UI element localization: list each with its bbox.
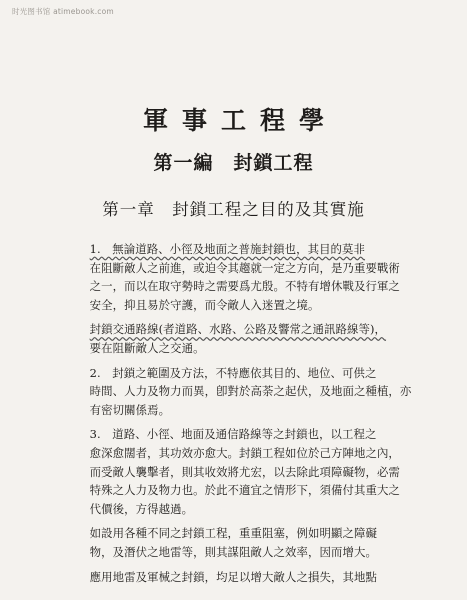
- text-line: 之一，而以在取守勢時之需要爲尤殷。不特有增休戰及行軍之: [89, 279, 400, 294]
- text-line: 愈深愈闊者，其功效亦愈大。封鎖工程如位於己方陣地之內，: [89, 445, 400, 460]
- paragraph-6: [76, 568, 424, 587]
- paragraph-1: [76, 240, 424, 314]
- text-line: 2. 封鎖之範圍及方法，不特應依其目的、地位、可供之: [89, 365, 377, 380]
- part-heading: 第一編 封鎖工程: [153, 152, 314, 174]
- text-line: 3. 道路、小徑、地面及通信路線等之封鎖也，以工程之: [89, 427, 377, 442]
- body-text: [76, 240, 424, 592]
- text-line: 時間、人力及物力而異，卽對於高荼之起伏，及地面之種植，亦: [89, 384, 412, 399]
- text-line: 特殊之人力及物力也。於此不適宜之情形下，須備付其重大之: [89, 483, 400, 498]
- text-line: 在阻斷敵人之前進，或迫令其趨就一定之方向，是乃重要戰術: [89, 260, 400, 275]
- paragraph-4: [76, 425, 424, 518]
- text-line: 物，及潛伏之地雷等，則其謀阻敵人之效率，因而增大。: [89, 544, 377, 559]
- paragraph-5: [76, 524, 424, 561]
- paragraph-3: [76, 364, 424, 420]
- chapter-heading: 第一章 封鎖工程之目的及其實施: [102, 200, 365, 219]
- text-line: 如設用各種不同之封鎖工程，重重阻塞，例如明顯之障礙: [89, 526, 377, 541]
- paragraph-2: [76, 320, 424, 357]
- text-line: 應用地雷及軍械之封鎖，均足以增大敵人之損失，其地點: [89, 569, 377, 584]
- text-line: 要在阻斷敵人之交通。: [89, 340, 205, 355]
- book-title: 軍事工程學: [142, 106, 338, 135]
- text-line: 安全，抑且易於守護，而令敵人入迷置之境。: [89, 297, 320, 312]
- text-line: 而受敵人襲擊者，則其收效將尤宏，以去除此項障礙物，必需: [89, 464, 400, 479]
- text-line: 1. 無論道路、小徑及地面之普施封鎖也，其目的莫非: [89, 242, 366, 256]
- watermark: 时光图书馆 atimebook.com: [12, 7, 114, 16]
- text-line: 封鎖交通路線(者道路、水路、公路及響常之通訊路線等)，: [89, 322, 387, 337]
- text-line: 代價後，方得越過。: [89, 501, 194, 516]
- text-line: 有密切關係焉。: [89, 402, 171, 417]
